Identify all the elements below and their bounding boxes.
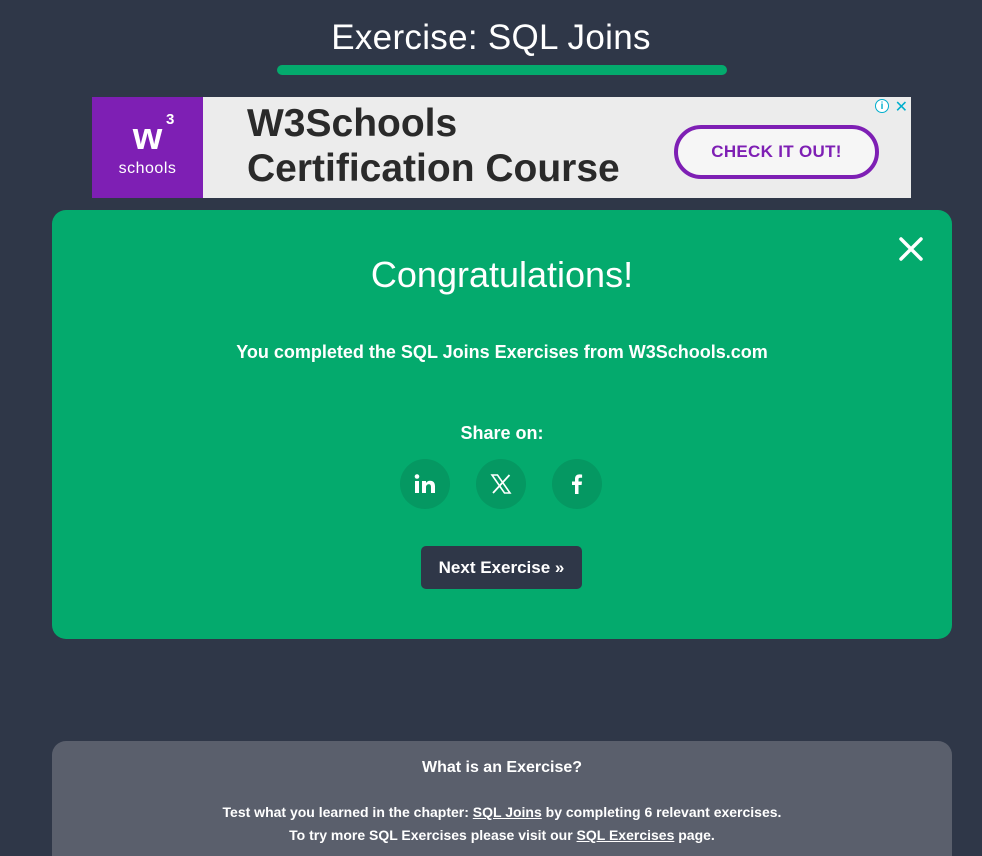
info-line-2-suffix: page.: [674, 827, 715, 843]
share-label: Share on:: [460, 423, 544, 443]
share-x-button[interactable]: [476, 459, 526, 509]
share-linkedin-button[interactable]: [400, 459, 450, 509]
ad-logo-sup: 3: [165, 110, 175, 128]
share-facebook-button[interactable]: [552, 459, 602, 509]
share-buttons: [400, 459, 604, 511]
info-line-1: [52, 801, 952, 824]
info-title: What is an Exercise?: [421, 759, 583, 776]
ad-logo: [92, 97, 203, 198]
ad-logo-text: schools: [118, 159, 177, 177]
info-line-1-prefix: Test what you learned in the chapter:: [222, 804, 473, 820]
sql-joins-link[interactable]: SQL Joins: [472, 804, 542, 820]
ad-cta-button[interactable]: CHECK IT OUT!: [674, 125, 879, 179]
modal-title: Congratulations!: [370, 254, 634, 295]
ad-info-icon[interactable]: i: [875, 99, 889, 113]
info-line-2: [52, 824, 952, 847]
sql-exercises-link[interactable]: SQL Exercises: [576, 827, 675, 843]
exercise-info-panel: [52, 741, 952, 856]
congratulations-modal: [52, 210, 952, 639]
ad-headline: [247, 101, 667, 198]
ad-headline-line2: Certification Course: [247, 147, 620, 190]
ad-logo-w: w: [132, 115, 163, 158]
info-line-1-suffix: by completing 6 relevant exercises.: [541, 804, 782, 820]
x-icon: [489, 472, 513, 496]
info-text: [52, 801, 952, 847]
ad-headline-line1: W3Schools: [247, 102, 458, 145]
ad-close-icon[interactable]: ✕: [894, 99, 908, 116]
page-title: Exercise: SQL Joins: [331, 18, 651, 57]
title-underline: [277, 65, 727, 75]
facebook-icon: [565, 472, 589, 496]
ad-logo-mark: [132, 110, 175, 158]
info-line-2-prefix: To try more SQL Exercises please visit our: [289, 827, 577, 843]
next-exercise-button[interactable]: Next Exercise »: [421, 546, 582, 589]
completion-message: You completed the SQL Joins Exercises from W3Schools.com: [236, 342, 768, 362]
linkedin-icon: [413, 472, 437, 496]
ad-banner[interactable]: [92, 97, 911, 198]
